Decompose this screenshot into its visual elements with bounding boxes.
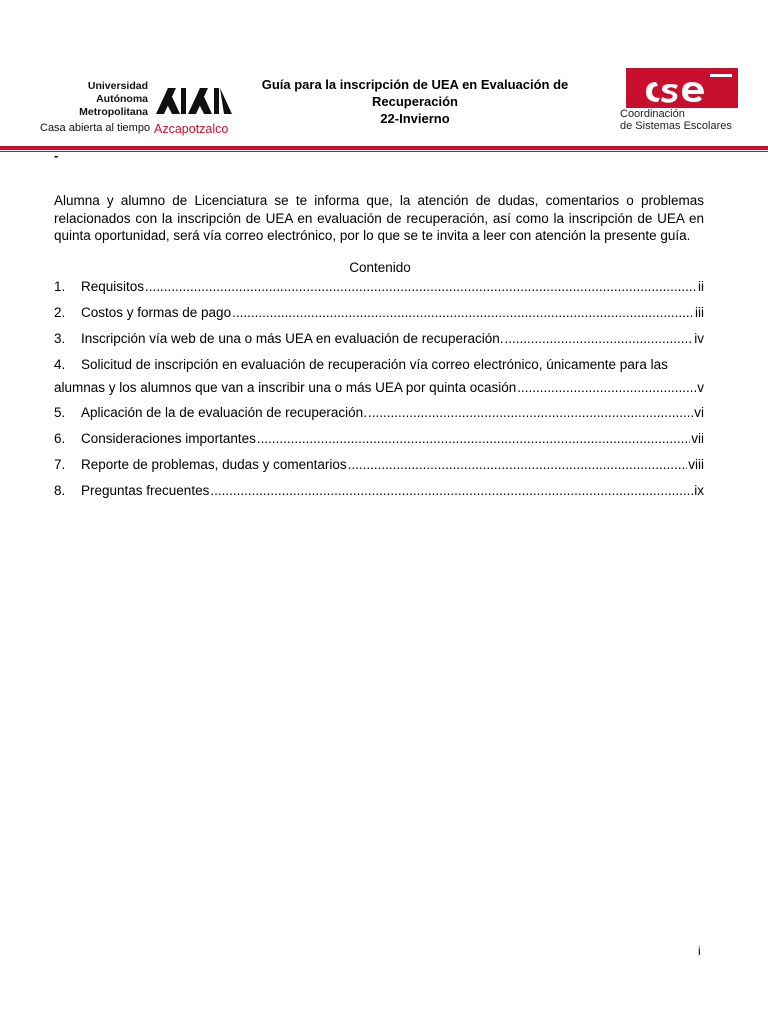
toc-leader: [517, 379, 696, 397]
toc-leader: [505, 330, 694, 348]
toc-page: ii: [698, 279, 704, 294]
table-of-contents: [54, 276, 704, 506]
toc-number: 7.: [54, 457, 66, 472]
cse-name: [620, 108, 732, 132]
toc-leader: [348, 456, 688, 474]
toc-label: Reporte de problemas, dudas y comentarios: [81, 457, 347, 472]
uam-name: [40, 80, 148, 119]
toc-page: viii: [688, 457, 704, 472]
toc-number: 5.: [54, 405, 66, 420]
document-title: [240, 76, 590, 127]
toc-entry-line-2: [54, 379, 704, 397]
toc-leader: [210, 482, 693, 500]
toc-title: Contenido: [349, 260, 411, 275]
title-line-3: 22-Invierno: [380, 111, 450, 126]
intro-paragraph: Alumna y alumno de Licenciatura se te informa que, la atención de dudas, comentarios o problemas relacionados con la inscripción de UEA en evaluación de recuperación, así como la inscripción de UEA en quinta oportunidad, será vía correo electrónico, por lo que se te invita a leer con atención la presente guía.: [54, 193, 704, 243]
toc-entry[interactable]: [54, 480, 704, 506]
toc-label: Solicitud de inscripción en evaluación de recuperación vía correo electrónico, únicamente para las: [81, 357, 668, 372]
toc-entry[interactable]: [54, 428, 704, 454]
toc-label: Consideraciones importantes: [81, 431, 256, 446]
toc-entry-line-1: [54, 356, 704, 374]
toc-page: vi: [694, 405, 704, 420]
toc-leader: [368, 404, 693, 422]
toc-number: 2.: [54, 305, 66, 320]
uam-emblem-icon: [154, 84, 234, 116]
toc-number: 8.: [54, 483, 66, 498]
toc-entry[interactable]: [54, 302, 704, 328]
toc-leader: [257, 430, 690, 448]
cse-logo: [620, 68, 740, 138]
toc-label: Aplicación de la de evaluación de recuperación.: [81, 405, 367, 420]
title-line-2: Recuperación: [372, 94, 458, 109]
toc-leader: [145, 278, 697, 296]
toc-number: 6.: [54, 431, 66, 446]
toc-entry[interactable]: [54, 454, 704, 480]
toc-number: 3.: [54, 331, 66, 346]
toc-page: ix: [694, 483, 704, 498]
toc-label: Preguntas frecuentes: [81, 483, 210, 498]
dash-mark: -: [54, 148, 59, 163]
header-rule: [0, 146, 768, 150]
toc-label: Inscripción vía web de una o más UEA en evaluación de recuperación.: [81, 331, 504, 346]
toc-label-continued: alumnas y los alumnos que van a inscribir una o más UEA por quinta ocasión: [54, 380, 517, 395]
toc-entry[interactable]: [54, 402, 704, 428]
toc-number: 4.: [54, 357, 66, 372]
cse-line-2: de Sistemas Escolares: [620, 120, 732, 132]
page-number: i: [698, 944, 701, 958]
toc-page: iv: [694, 331, 704, 346]
cse-line-1: Coordinación: [620, 108, 685, 120]
toc-page: iii: [695, 305, 704, 320]
uam-unit: Azcapotzalco: [154, 122, 229, 136]
uam-name-line-1: Universidad: [87, 80, 148, 92]
uam-logo: [40, 80, 240, 140]
toc-entry[interactable]: [54, 328, 704, 354]
toc-page: vii: [691, 431, 704, 446]
toc-entry[interactable]: [54, 354, 704, 402]
toc-leader: [232, 304, 694, 322]
cse-emblem-icon: [626, 68, 738, 108]
uam-name-line-3: Metropolitana: [79, 106, 148, 118]
toc-page: v: [697, 380, 704, 395]
toc-label: Costos y formas de pago: [81, 305, 232, 320]
header-rule-thin: [0, 151, 768, 152]
uam-tagline: Casa abierta al tiempo: [40, 122, 151, 134]
toc-number: 1.: [54, 279, 66, 294]
uam-name-line-2: Autónoma: [96, 93, 148, 105]
toc-label: Requisitos: [81, 279, 145, 294]
page-header: [0, 60, 768, 152]
toc-entry[interactable]: [54, 276, 704, 302]
title-line-1: Guía para la inscripción de UEA en Evaluación de: [261, 77, 569, 92]
